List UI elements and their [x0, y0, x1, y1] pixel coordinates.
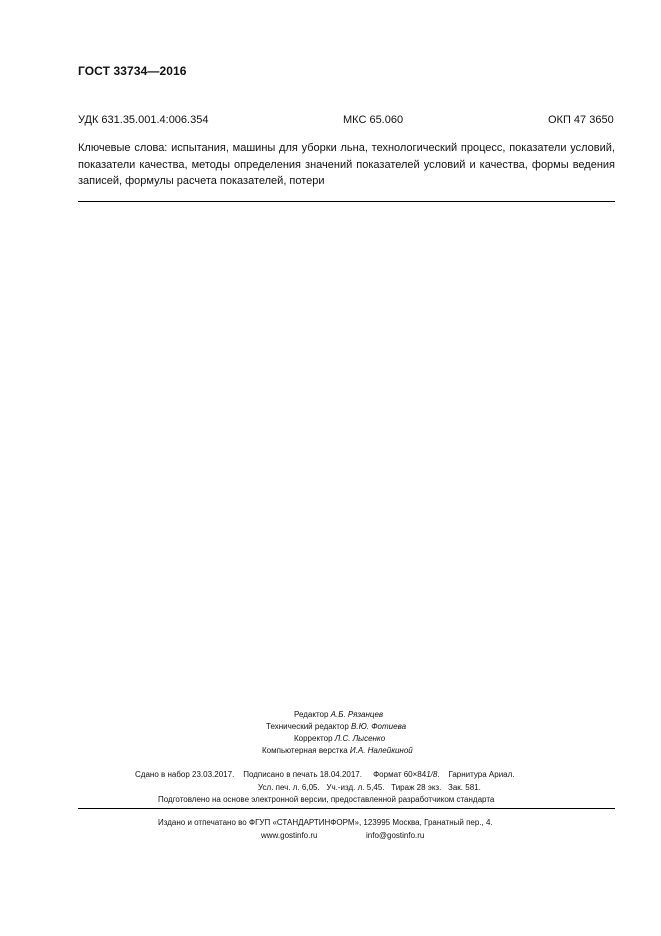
proofreader-label: Корректор [294, 734, 333, 743]
editor-name: А.Б. Рязанцев [330, 710, 384, 719]
signed-date: Подписано в печать 18.04.2017. [243, 770, 362, 779]
submitted-date: Сдано в набор 23.03.2017. [135, 770, 235, 779]
ccs-code: МКС 65.060 [343, 114, 404, 126]
editor-line [294, 710, 383, 719]
tech-editor-name: В.Ю. Фотиева [351, 722, 407, 731]
edition-sheets: Уч.-изд. л. 5,45. [326, 783, 385, 792]
keywords-paragraph: Ключевые слова: испытания, машины для уборки льна, технологический процесс, показатели условий, показатели качества, методы определения значений показателей условий и качества, формы ведения записей, формулы расчета показателей, потери [78, 142, 615, 187]
divider-bottom [78, 808, 615, 809]
typeface: Гарнитура Ариал. [448, 770, 515, 779]
prepared-note: Подготовлено на основе электронной версии, предоставленной разработчиком стандарта [158, 795, 495, 804]
okp-code: ОКП 47 3650 [548, 114, 614, 126]
layout-label: Компьютерная верстка [262, 746, 348, 755]
publisher-website[interactable]: www.gostinfo.ru [261, 831, 318, 840]
layout-line [262, 746, 413, 755]
divider-top [78, 201, 615, 202]
tech-editor-label: Технический редактор [266, 722, 349, 731]
udc-code: УДК 631.35.001.4:006.354 [78, 114, 209, 126]
format-fraction: 1/8 [426, 770, 438, 779]
layout-name: И.А. Налейкиной [349, 746, 413, 755]
standard-number: ГОСТ 33734—2016 [78, 64, 187, 78]
publisher-email[interactable]: info@gostinfo.ru [366, 831, 425, 840]
print-run: Тираж 28 экз. [391, 783, 442, 792]
tech-editor-line [266, 722, 406, 731]
printed-sheets: Усл. печ. л. 6,05. [258, 783, 320, 792]
order-number: Зак. 581. [448, 783, 481, 792]
publisher-line: Издано и отпечатано во ФГУП «СТАНДАРТИНФОРМ», 123995 Москва, Гранатный пер., 4. [158, 818, 493, 827]
format-label: Формат 60×84 [373, 770, 427, 779]
print-info-line-2 [258, 783, 481, 792]
proofreader-line [294, 734, 385, 743]
editor-label: Редактор [294, 710, 329, 719]
print-info-line-1: Сдано в набор 23.03.2017. Подписано в печать 18.04.2017. Формат 60×841/8. Гарнитура Ариал. [135, 770, 515, 779]
proofreader-name: Л.С. Лысенко [334, 734, 386, 743]
